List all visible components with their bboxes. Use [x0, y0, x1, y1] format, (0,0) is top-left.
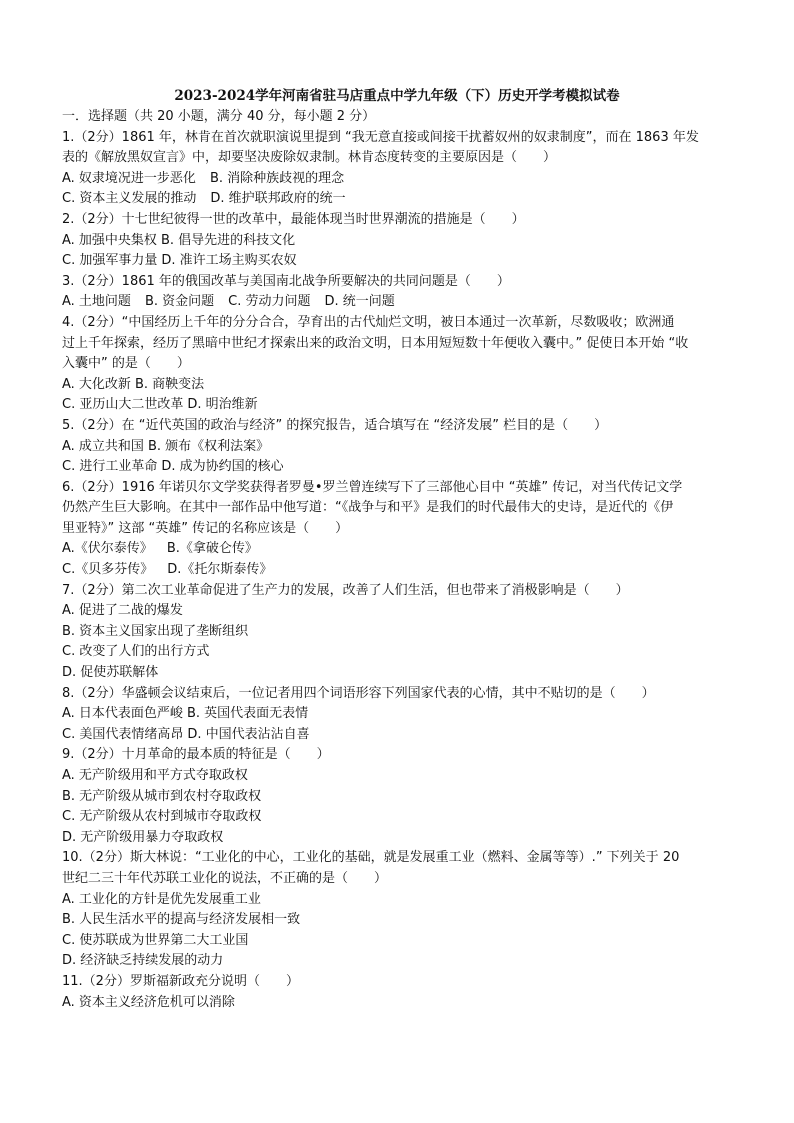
option-a[interactable]: A. 日本代表面色严峻: [62, 706, 183, 722]
question-stem-line: 6.（2分）1916 年诺贝尔文学奖获得者罗曼•罗兰曾连续写下了三部他心目中 “英雄” 传记，对当代传记文学: [62, 479, 683, 495]
question-stem-line: 7.（2分）第二次工业革命促进了生产力的发展，改善了人们生活，但也带来了消极影响是（ ）: [62, 582, 629, 598]
option-c[interactable]: C. 亚历山大二世改革: [62, 397, 184, 413]
option-line: [62, 807, 734, 828]
option-b[interactable]: B. 资本主义国家出现了垄断组织: [62, 623, 249, 639]
option-line: [62, 251, 734, 272]
option-b[interactable]: B. 资金问题: [144, 294, 215, 310]
option-line: [62, 539, 734, 560]
option-b[interactable]: B.《拿破仑传》: [166, 541, 258, 557]
option-line: [62, 601, 734, 622]
option-a[interactable]: A. 成立共和国: [62, 438, 144, 454]
option-d[interactable]: D. 明治维新: [187, 397, 258, 413]
question-11: [62, 972, 734, 1013]
question-7: [62, 581, 734, 684]
option-line: [62, 663, 734, 684]
option-b[interactable]: B. 颁布《权利法案》: [147, 438, 270, 454]
option-line: [62, 704, 734, 725]
option-line: [62, 622, 734, 643]
option-d[interactable]: D. 准许工场主购买农奴: [161, 253, 297, 269]
question-stem-line: 仍然产生巨大影响。在其中一部作品中他写道：“《战争与和平》是我们的时代最伟大的史诗，是近代的《伊: [62, 500, 674, 516]
option-a[interactable]: A.《伏尔泰传》: [62, 541, 153, 557]
option-c[interactable]: C. 无产阶级从农村到城市夺取政权: [62, 809, 262, 825]
option-b[interactable]: B. 英国代表面无表情: [186, 706, 309, 722]
option-line: [62, 457, 734, 478]
option-b[interactable]: B. 人民生活水平的提高与经济发展相一致: [62, 912, 301, 928]
question-stem-line: 11.（2分）罗斯福新政充分说明（ ）: [62, 973, 299, 989]
option-line: [62, 437, 734, 458]
option-line: [62, 395, 734, 416]
option-line: [62, 890, 734, 911]
option-b[interactable]: B. 无产阶级从城市到农村夺取政权: [62, 788, 262, 804]
option-d[interactable]: D. 经济缺乏持续发展的动力: [62, 953, 224, 969]
exam-title: 2023-2024学年河南省驻马店重点中学九年级（下）历史开学考模拟试卷: [174, 88, 620, 104]
question-9: [62, 745, 734, 848]
question-stem-line: 10.（2分）斯大林说：“工业化的中心，工业化的基础，就是发展重工业（燃料、金属等等）.” 下列关于 20: [62, 850, 680, 866]
option-a[interactable]: A. 资本主义经济危机可以消除: [62, 994, 235, 1010]
option-line: [62, 951, 734, 972]
question-stem-line: 9.（2分）十月革命的最本质的特征是（ ）: [62, 747, 330, 763]
question-stem-line: 里亚特》” 这部 “英雄” 传记的名称应该是（ ）: [62, 520, 349, 536]
option-a[interactable]: A. 工业化的方针是优先发展重工业: [62, 891, 261, 907]
question-1: [62, 128, 734, 210]
option-c[interactable]: C. 进行工业革命: [62, 459, 158, 475]
option-c[interactable]: C. 改变了人们的出行方式: [62, 644, 210, 660]
option-d[interactable]: D. 成为协约国的核心: [161, 459, 284, 475]
option-d[interactable]: D. 促使苏联解体: [62, 665, 159, 681]
option-a[interactable]: A. 奴隶境况进一步恶化: [62, 170, 196, 186]
option-a[interactable]: A. 无产阶级用和平方式夺取政权: [62, 768, 248, 783]
option-a[interactable]: A. 加强中央集权: [62, 232, 157, 248]
option-line: [62, 725, 734, 746]
question-2: [62, 210, 734, 272]
option-line: [62, 993, 734, 1014]
question-stem-line: 5.（2分）在 “近代英国的政治与经济” 的探究报告，适合填写在 “经济发展” 栏目的是（ ）: [62, 417, 608, 433]
option-line: [62, 642, 734, 663]
exam-content: [62, 107, 734, 1013]
question-5: [62, 416, 734, 478]
option-d[interactable]: D. 中国代表沾沾自喜: [187, 726, 310, 742]
option-line: [62, 931, 734, 952]
question-stem-line: 8.（2分）华盛顿会议结束后，一位记者用四个词语形容下列国家代表的心情，其中不贴切的是（ ）: [62, 685, 655, 701]
question-6: [62, 478, 734, 581]
option-line: [62, 560, 734, 581]
option-line: [62, 910, 734, 931]
option-a[interactable]: A. 促进了二战的爆发: [62, 603, 183, 619]
question-3: [62, 272, 734, 313]
question-8: [62, 684, 734, 746]
question-stem-line: 过上千年探索，经历了黑暗中世纪才探索出来的政治文明，日本用短短数十年便收入囊中。” 促使日本开始 “收: [62, 335, 689, 351]
option-b[interactable]: B. 倡导先进的科技文化: [160, 232, 296, 248]
question-stem-line: 入囊中” 的是（ ）: [62, 356, 190, 372]
question-4: [62, 313, 734, 416]
option-b[interactable]: B. 商鞅变法: [134, 376, 205, 392]
question-stem-line: 世纪二三十年代苏联工业化的说法，不正确的是（ ）: [62, 870, 388, 886]
option-line: [62, 231, 734, 252]
option-d[interactable]: D. 统一问题: [324, 294, 395, 310]
question-10: [62, 848, 734, 972]
option-c[interactable]: C. 美国代表情绪高昂: [62, 726, 184, 742]
option-line: [62, 169, 734, 190]
option-a[interactable]: A. 大化改新: [62, 376, 131, 392]
section-heading: 一．选择题（共 20 小题，满分 40 分，每小题 2 分）: [62, 109, 376, 124]
option-b[interactable]: B. 消除种族歧视的理念: [209, 170, 345, 186]
option-c[interactable]: C. 劳动力问题: [228, 294, 311, 310]
option-c[interactable]: C.《贝多芬传》: [62, 562, 154, 578]
question-stem-line: 表的《解放黑奴宣言》中，却要坚决废除奴隶制。林肯态度转变的主要原因是（ ）: [62, 150, 557, 166]
option-a[interactable]: A. 土地问题: [62, 294, 131, 310]
option-c[interactable]: C. 使苏联成为世界第二大工业国: [62, 932, 249, 948]
question-stem-line: 1.（2分）1861 年，林肯在首次就职演说里提到 “我无意直接或间接干扰蓄奴州的奴隶制度”，而在 1863 年发: [62, 129, 699, 145]
option-c[interactable]: C. 加强军事力量: [62, 253, 158, 269]
question-stem-line: 2.（2分）十七世纪彼得一世的改革中，最能体现当时世界潮流的措施是（ ）: [62, 211, 525, 227]
question-stem-line: 4.（2分）“中国经历上千年的分分合合，孕育出的古代灿烂文明，被日本通过一次革新，尽数吸收；欧洲通: [62, 314, 675, 330]
option-line: [62, 828, 734, 849]
option-line: [62, 292, 734, 313]
option-d[interactable]: D. 无产阶级用暴力夺取政权: [62, 829, 224, 845]
option-line: [62, 375, 734, 396]
option-line: [62, 189, 734, 210]
option-line: [62, 766, 734, 787]
option-d[interactable]: D.《托尔斯泰传》: [167, 562, 273, 578]
question-stem-line: 3.（2分）1861 年的俄国改革与美国南北战争所要解决的共同问题是（ ）: [62, 273, 510, 289]
option-d[interactable]: D. 维护联邦政府的统一: [210, 191, 346, 207]
option-line: [62, 787, 734, 808]
option-c[interactable]: C. 资本主义发展的推动: [62, 191, 197, 207]
